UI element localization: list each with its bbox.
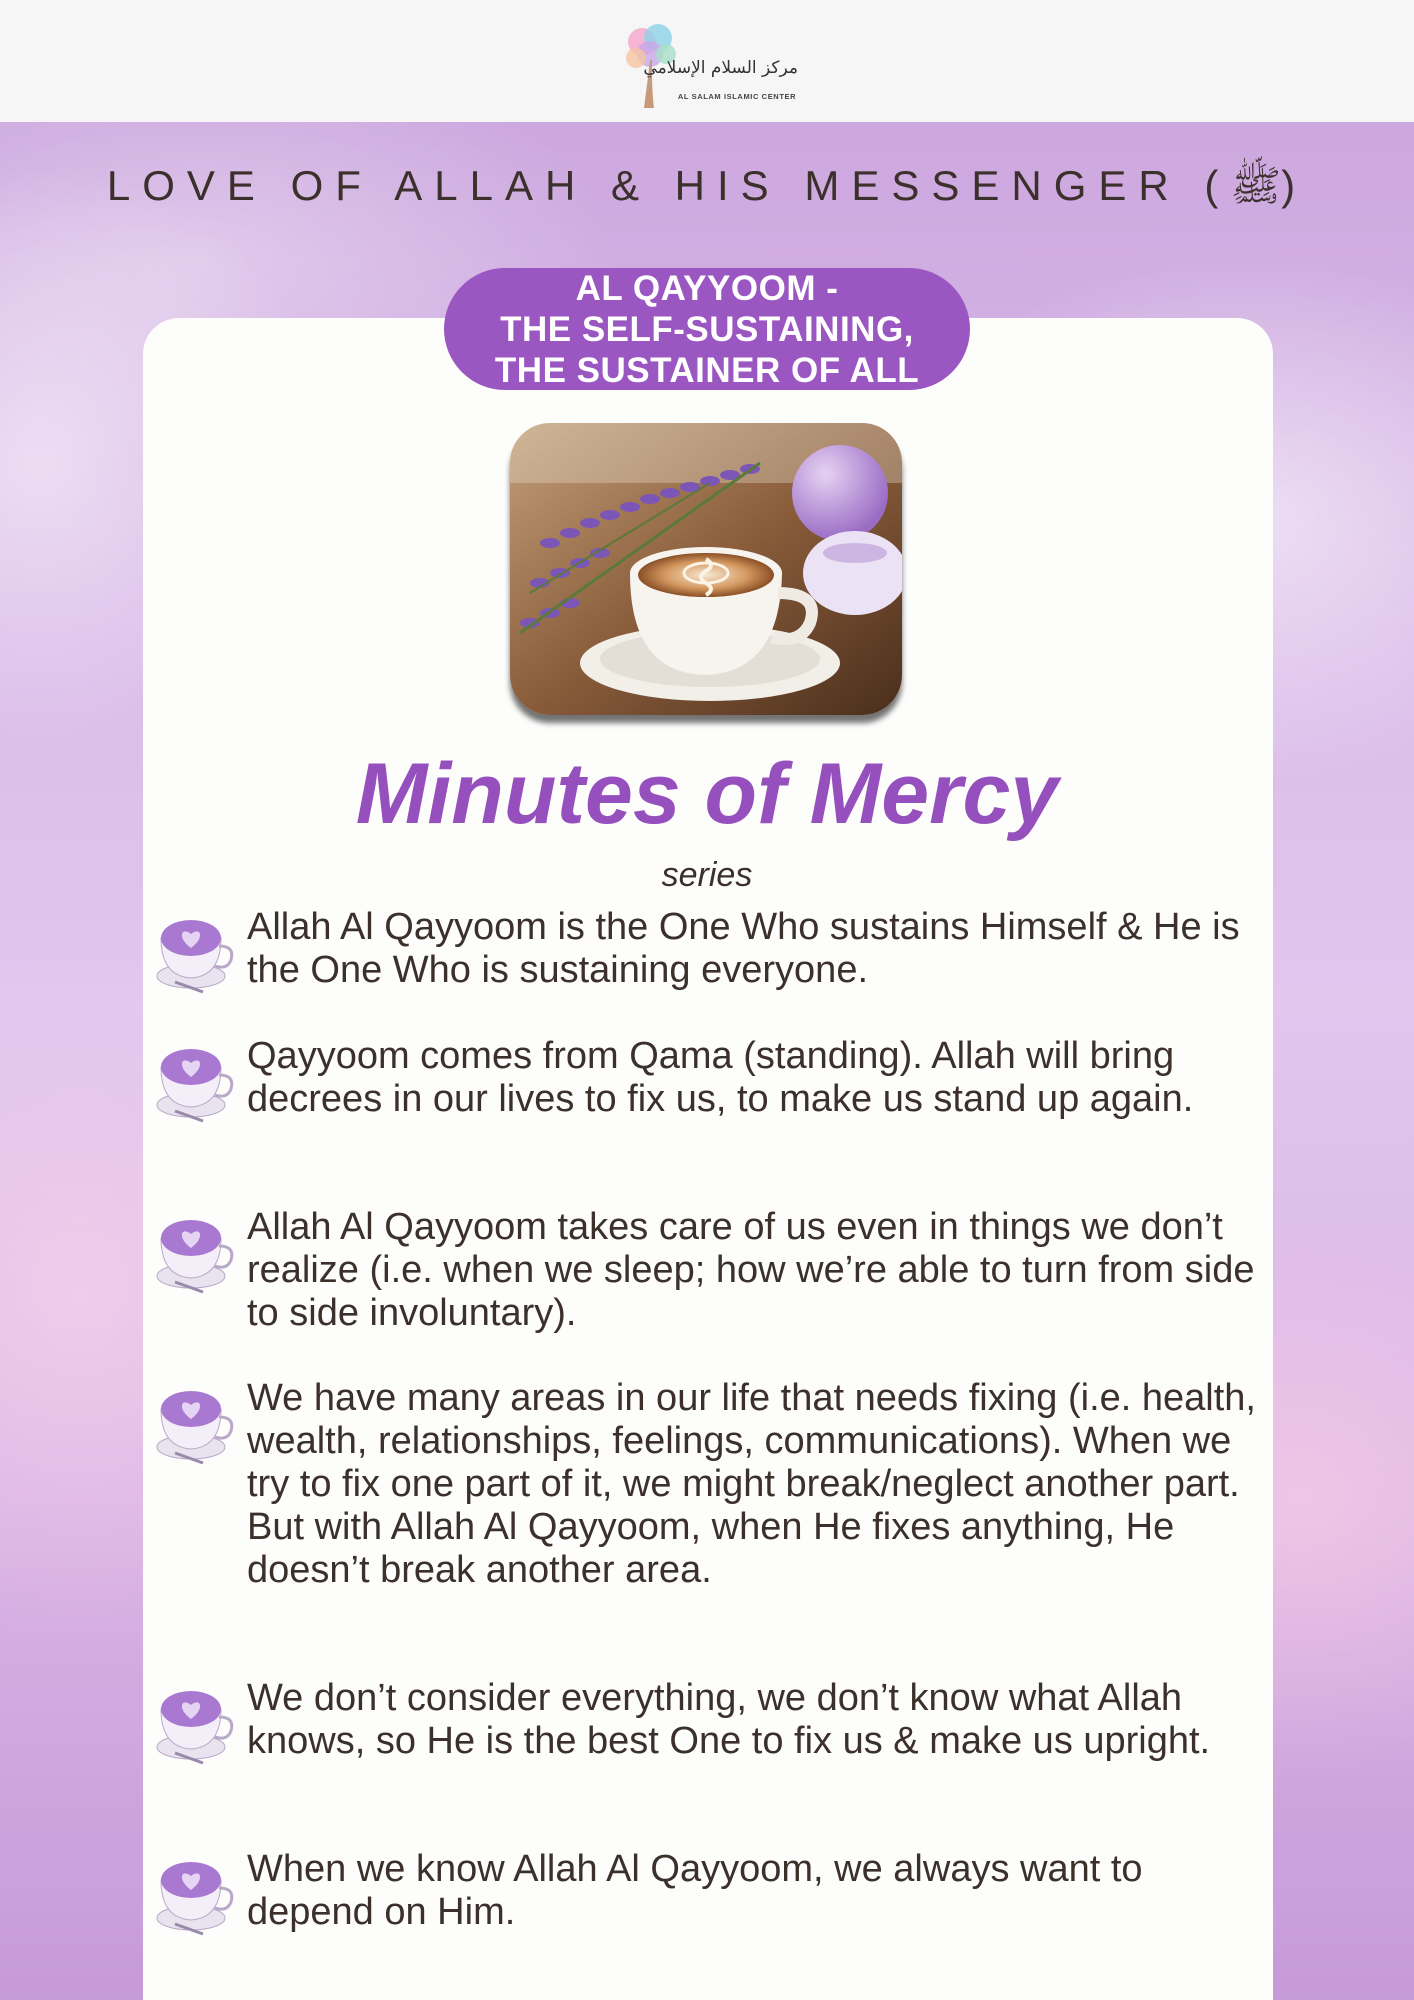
coffee-lavender-illustration	[510, 423, 902, 715]
bullet-text: When we know Allah Al Qayyoom, we always want to depend on Him.	[247, 1848, 1143, 1933]
series-subtitle: series	[661, 856, 753, 894]
bullet-text: We have many areas in our life that needs fixing (i.e. health, wealth, relationships, feelings, communications). When we try to fix one part of it, we might break/neglect another part. But with Allah Al Qayyoom, when He fixes anything, He doesn’t break another area.	[247, 1377, 1256, 1591]
top-bar	[0, 0, 1414, 122]
logo-english-name: AL SALAM ISLAMIC CENTER	[677, 92, 797, 101]
hero-photo-coffee-lavender	[510, 423, 902, 715]
topic-badge-line-1: AL QAYYOOM -	[575, 268, 839, 308]
bullet-text: Allah Al Qayyoom is the One Who sustains Himself & He is the One Who is sustaining everyone.	[247, 906, 1240, 991]
coffee-cup-heart-icon	[155, 910, 235, 994]
topic-badge-line-3: THE SUSTAINER OF ALL	[494, 350, 920, 390]
coffee-cup-heart-icon	[155, 1681, 235, 1765]
coffee-cup-heart-icon	[155, 1039, 235, 1123]
coffee-cup-heart-icon	[155, 1381, 235, 1465]
coffee-cup-heart-icon	[155, 1852, 235, 1936]
page-header-title: LOVE OF ALLAH & HIS MESSENGER (ﷺ)	[106, 162, 1308, 209]
coffee-cup-heart-icon	[155, 1210, 235, 1294]
topic-badge	[444, 268, 970, 390]
topic-badge-line-2: THE SELF-SUSTAINING,	[500, 309, 914, 349]
bullet-text: We don’t consider everything, we don’t know what Allah knows, so He is the best One to fix us & make us upright.	[247, 1677, 1211, 1762]
logo-arabic-name: مركز السلام الإسلامي	[643, 58, 798, 78]
al-salam-logo	[620, 18, 800, 114]
bullet-text: Allah Al Qayyoom takes care of us even in things we don’t realize (i.e. when we sleep; how we’re able to turn from side to side involuntary).	[247, 1206, 1255, 1334]
bullet-text: Qayyoom comes from Qama (standing). Allah will bring decrees in our lives to fix us, to make us stand up again.	[247, 1035, 1194, 1120]
series-title: Minutes of Mercy	[355, 746, 1059, 842]
